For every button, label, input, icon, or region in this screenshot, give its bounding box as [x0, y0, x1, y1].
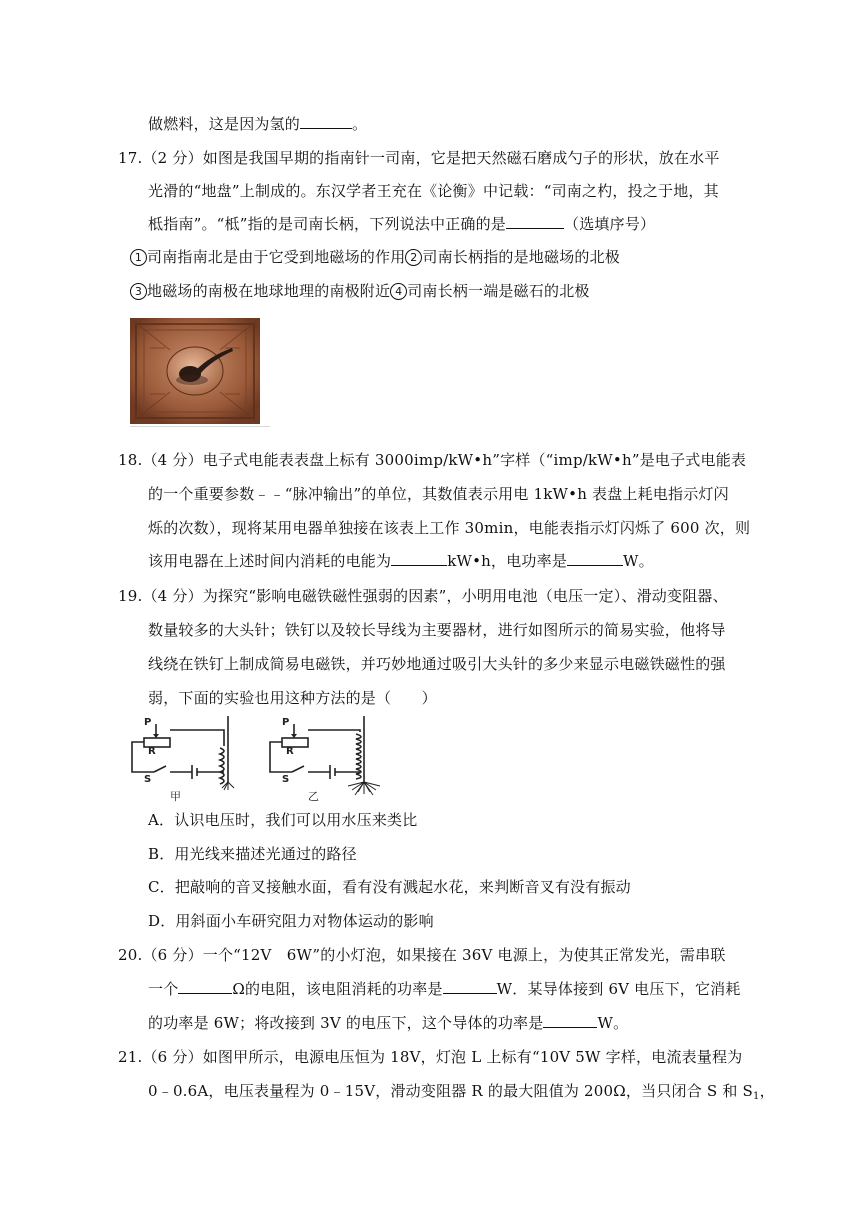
- q17-options-row-2: 3 地磁场的南极在地球地理的南极附近 4 司南长柄一端是磁石的北极: [130, 281, 590, 301]
- q17-line-2: 光滑的“地盘”上制成的。东汉学者王充在《论衡》中记载：“司南之杓，投之于地，其: [148, 182, 719, 200]
- label-jia: 甲: [170, 790, 181, 802]
- q19-line-3: 线绕在铁钉上制成简易电磁铁，并巧妙地通过吸引大头针的多少来显示电磁铁磁性的强: [148, 655, 726, 673]
- label-r-right: R: [286, 746, 294, 757]
- q17-options-row-1: 1 司南指南北是由于它受到地磁场的作用 2 司南长柄指的是地磁场的北极: [130, 247, 620, 267]
- q20-line-1: 20.（6 分）一个“12V 6W”的小灯泡，如果接在 36V 电源上，为使其正常发光，需串联: [118, 946, 726, 964]
- q18-line-2: 的一个重要参数﹣﹣“脉冲输出”的单位，其数值表示用电 1kW•h 表盘上耗电指示灯闪: [148, 485, 729, 503]
- q20-blank-resistor-power: [443, 979, 497, 994]
- q20-blank-resistance: [178, 979, 232, 994]
- label-yi: 乙: [308, 790, 319, 802]
- label-p-right: P: [282, 717, 290, 728]
- q18-line-4: 该用电器在上述时间内消耗的电能为 kW•h，电功率是 W。: [148, 552, 654, 570]
- q19-choice-d: D．用斜面小车研究阻力对物体运动的影响: [148, 912, 434, 930]
- q18-blank-power: [567, 551, 623, 566]
- q16-line: 做燃料，这是因为氢的 。: [148, 115, 368, 133]
- q19-line-4: 弱，下面的实验也用这种方法的是（ ）: [148, 689, 437, 707]
- q20-line-3: 的功率是 6W；将改接到 3V 的电压下，这个导体的功率是 W。: [148, 1014, 629, 1032]
- figure-divider: [130, 426, 270, 427]
- q20-blank-power: [543, 1013, 597, 1028]
- option-marker-2: 2: [405, 249, 422, 266]
- q19-line-2: 数量较多的大头针；铁钉以及较长导线为主要器材，进行如图所示的简易实验，他将导: [148, 621, 726, 639]
- label-s-right: S: [282, 774, 290, 785]
- q17-blank: [506, 214, 564, 229]
- label-s-left: S: [144, 774, 152, 785]
- q19-choice-a: A．认识电压时，我们可以用水压来类比: [148, 811, 418, 829]
- label-p-left: P: [144, 717, 152, 728]
- pins-left: [222, 782, 234, 790]
- label-r-left: R: [148, 746, 156, 757]
- q19-choice-b: B．用光线来描述光通过的路径: [148, 845, 357, 863]
- q21-line-2: 0﹣0.6A，电压表量程为 0﹣15V，滑动变阻器 R 的最大阻值为 200Ω，当只闭合 S 和 $S_1$，: [148, 1082, 775, 1102]
- q17-line-1: 17.（2 分）如图是我国早期的指南针一司南，它是把天然磁石磨成勺子的形状，放在水平: [118, 149, 720, 167]
- option-marker-4: 4: [390, 283, 407, 300]
- q19-line-1: 19.（4 分）为探究“影响电磁铁磁性强弱的因素”，小明用电池（电压一定）、滑动变阻器、: [118, 587, 728, 605]
- q18-line-3: 烁的次数），现将某用电器单独接在该表上工作 30min，电能表指示灯闪烁了 600 次，则: [148, 519, 751, 537]
- pins-right: [348, 782, 380, 795]
- option-marker-3: 3: [130, 283, 147, 300]
- q21-line-1: 21.（6 分）如图甲所示，电源电压恒为 18V，灯泡 L 上标有“10V 5W 字样，电流表量程为: [118, 1048, 743, 1066]
- q17-line-3: 柢指南”。“柢”指的是司南长柄，下列说法中正确的是 （选填序号）: [148, 215, 656, 233]
- q18-line-1: 18.（4 分）电子式电能表表盘上标有 3000imp/kW•h”字样（“imp/kW•h”是电子式电能表: [118, 451, 747, 469]
- circuit-right: [270, 716, 380, 802]
- q19-choice-c: C．把敲响的音叉接触水面，看有没有溅起水花，来判断音叉有没有振动: [148, 878, 631, 896]
- q20-line-2: 一个 Ω的电阻，该电阻消耗的功率是 W．某导体接到 6V 电压下，它消耗: [148, 980, 741, 998]
- q18-blank-energy: [391, 551, 447, 566]
- electromagnet-circuits-figure: [126, 716, 386, 802]
- sinan-compass-image: [130, 318, 260, 424]
- q16-blank: [300, 114, 352, 129]
- option-marker-1: 1: [130, 249, 147, 266]
